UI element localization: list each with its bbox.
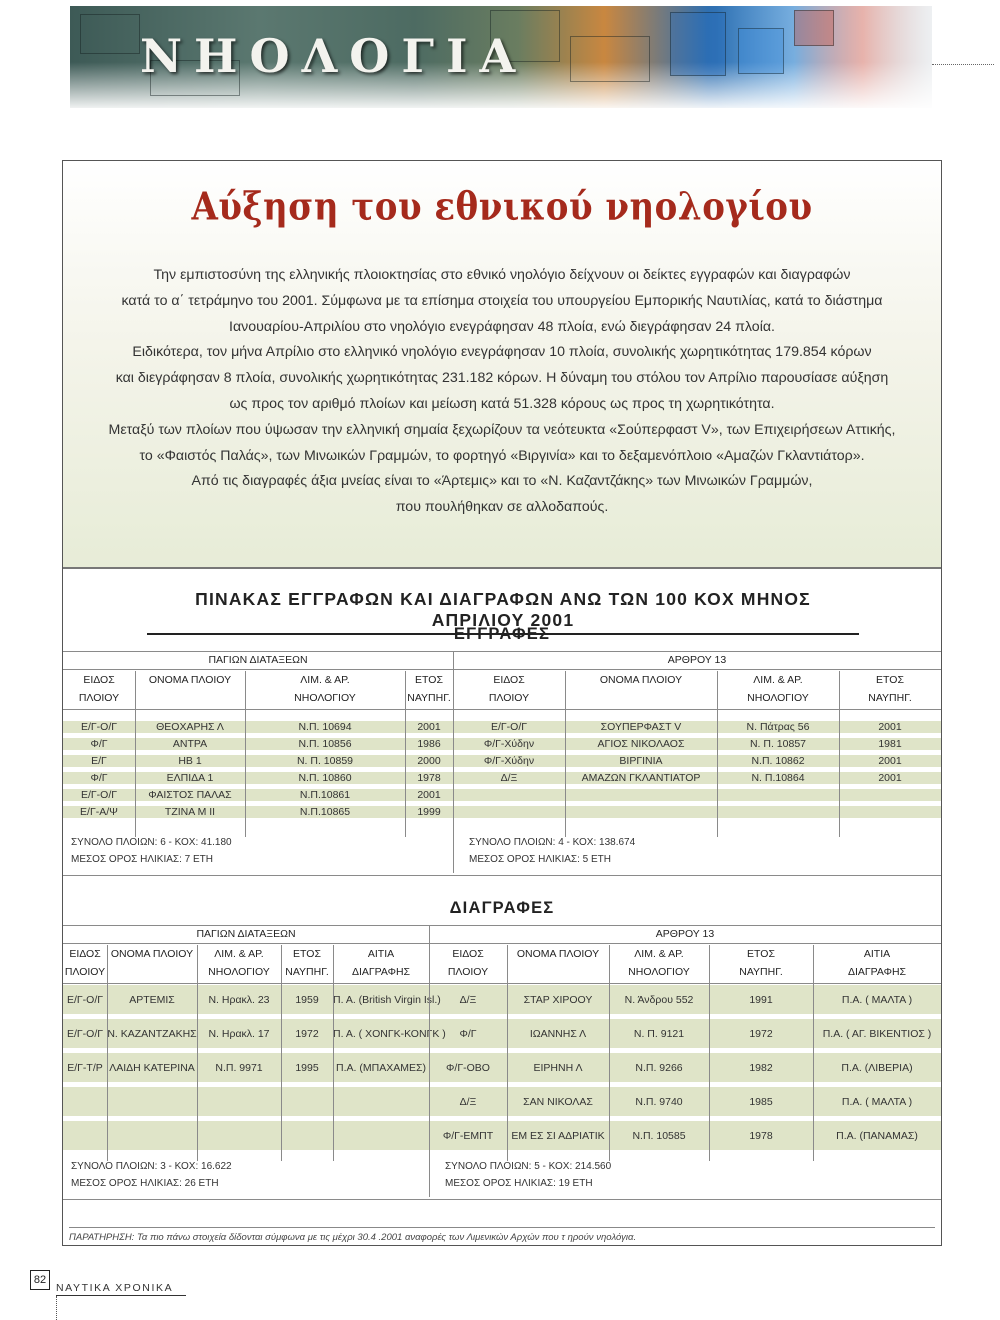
column-header-sub: ΔΙΑΓΡΑΦΗΣ	[351, 966, 411, 978]
column-divider	[717, 671, 718, 837]
table-cell: 1959	[295, 994, 319, 1006]
article-line: Την εμπιστοσύνη της ελληνικής πλοιοκτησίας στο εθνικό νηολόγιο δείχνουν οι δείκτες εγγραφών και διαγραφών	[153, 267, 851, 283]
column-divider	[565, 671, 566, 837]
table-cell: ΣΟΥΠΕΡΦΑΣΤ V	[600, 721, 682, 733]
article-line: που πουλήθηκαν σε αλλοδαπούς.	[395, 499, 609, 516]
column-divider	[197, 945, 198, 1161]
table-cell	[107, 1119, 197, 1153]
table-title: ΠΙΝΑΚΑΣ ΕΓΓΡΑΦΩΝ ΚΑΙ ΔΙΑΓΡΑΦΩΝ ΑΝΩ ΤΩΝ 100 ΚΟΧ ΜΗΝΟΣ ΑΠΡΙΛΙΟΥ 2001	[147, 589, 859, 635]
table-cell	[333, 1085, 429, 1119]
column-divider	[333, 945, 334, 1161]
column-header: ΟΝΟΜΑ ΠΛΟΙΟΥ	[516, 948, 600, 960]
table-cell	[839, 804, 941, 821]
column-header: ΕΙΔΟΣ	[69, 948, 101, 960]
column-header: ΛΙΜ. & ΑΡ.	[214, 948, 264, 960]
table-cell: Ε/Γ	[91, 755, 107, 767]
column-divider	[245, 671, 246, 837]
table-cell: 1972	[295, 1028, 319, 1040]
table-cell: ΦΑΙΣΤΟΣ ΠΑΛΑΣ	[148, 789, 232, 801]
table-cell: ΛΑΙΔΗ ΚΑΤΕΡΙΝΑ	[109, 1062, 195, 1074]
table-cell: Ε/Γ-Ο/Γ	[66, 1028, 104, 1040]
column-header: ΟΝΟΜΑ ΠΛΟΙΟΥ	[110, 948, 194, 960]
table-cell: Π.Α. ( ΜΑΛΤΑ )	[841, 994, 913, 1006]
table-cell: Ε/Γ-Ο/Γ	[80, 721, 118, 733]
column-header: ΕΤΟΣ	[747, 948, 775, 960]
table-cell: 1978	[749, 1130, 773, 1142]
table-cell	[717, 787, 839, 804]
table-cell: 1972	[749, 1028, 773, 1040]
column-header-sub: ΠΛΟΙΟΥ	[447, 966, 489, 978]
column-divider	[107, 945, 108, 1161]
table-cell: Ν. ΚΑΖΑΝΤΖΑΚΗΣ	[107, 1028, 197, 1040]
table-cell: Ν. Ηρακλ. 23	[208, 994, 270, 1006]
table-cell: 2001	[417, 721, 441, 733]
table-cell: Ε/Γ-Α/Ψ	[80, 806, 118, 818]
page-number: 82	[30, 1270, 50, 1290]
column-header-sub: ΠΛΟΙΟΥ	[488, 692, 530, 704]
column-header: ΕΙΔΟΣ	[452, 948, 484, 960]
column-header: ΛΙΜ. & ΑΡ.	[634, 948, 684, 960]
table-cell: Δ/Ξ	[459, 994, 477, 1006]
table-cell: Δ/Ξ	[500, 772, 518, 784]
group-header-right: ΑΡΘΡΟΥ 13	[667, 654, 727, 666]
footer-dots	[56, 1296, 57, 1320]
group-header-left: ΠΑΓΙΩΝ ΔΙΑΤΑΞΕΩΝ	[196, 928, 296, 940]
footnote: ΠΑΡΑΤΗΡΗΣΗ: Τα πιο πάνω στοιχεία δίδονται σύμφωνα με τις μέχρι 30.4 .2001 αναφορές των Λιμενικών Αρχών που τ ηρούν νηολόγια.	[69, 1227, 935, 1243]
group-header-rule	[63, 943, 941, 944]
table-cell: ΑΝΤΡΑ	[172, 738, 208, 750]
table-cell: 2000	[417, 755, 441, 767]
table-cell: Ν.Π. 9266	[635, 1062, 683, 1074]
group-header-rule	[63, 669, 941, 670]
table-cell: Ε/Γ-Ο/Γ	[80, 789, 118, 801]
column-divider	[281, 945, 282, 1161]
average-age-right: ΜΕΣΟΣ ΟΡΟΣ ΗΛΙΚΙΑΣ: 19 ΕΤΗ	[445, 1178, 593, 1189]
table-cell	[281, 1085, 333, 1119]
table-cell: 2001	[878, 721, 902, 733]
table-cell: Π.Α. ( ΑΓ. ΒΙΚΕΝΤΙΟΣ )	[822, 1028, 932, 1040]
table-cell	[197, 1119, 281, 1153]
table-cell: Ν. Π. 10857	[749, 738, 807, 750]
column-header-sub	[507, 963, 609, 981]
table-cell: Φ/Γ	[90, 772, 108, 784]
table-cell	[839, 787, 941, 804]
table-cell	[453, 804, 565, 821]
summary-right: ΣΥΝΟΛΟ ΠΛΟΙΩΝ: 5 - ΚΟΧ: 214.560	[445, 1161, 612, 1172]
table-cell: Π. Α. ( ΧΟΝΓΚ-ΚΟΝΓΚ )	[333, 1028, 446, 1040]
column-header: ΕΤΟΣ	[293, 948, 321, 960]
table-cell: Ε/Γ-Ο/Γ	[490, 721, 528, 733]
column-header-rule	[63, 709, 941, 710]
column-header: ΛΙΜ. & ΑΡ.	[300, 674, 350, 686]
table-cell	[63, 1085, 107, 1119]
table-cell: 2001	[417, 789, 441, 801]
registrations-title: ΕΓΓΡΑΦΕΣ	[453, 625, 551, 643]
column-divider	[609, 945, 610, 1161]
section-title: ΝΗΟΛΟΓΙΑ	[140, 29, 528, 83]
column-header: ΕΤΟΣ	[415, 674, 443, 686]
column-header: ΑΙΤΙΑ	[367, 948, 395, 960]
column-header: ΛΙΜ. & ΑΡ.	[753, 674, 803, 686]
column-header-sub: ΝΑΥΠΗΓ.	[739, 966, 783, 978]
table-cell: Ν. Πάτρας 56	[746, 721, 810, 733]
table-cell: Π. Α. (British Virgin Isl.)	[333, 994, 441, 1006]
average-age-right: ΜΕΣΟΣ ΟΡΟΣ ΗΛΙΚΙΑΣ: 5 ΕΤΗ	[469, 854, 611, 865]
table-cell: Φ/Γ-Χύδην	[483, 738, 535, 750]
table-cell: ΘΕΟΧΑΡΗΣ Λ	[156, 721, 224, 733]
column-header: ΕΙΔΟΣ	[83, 674, 115, 686]
table-cell: Π.Α. (ΛΙΒΕΡΙΑ)	[841, 1062, 913, 1074]
article-box	[63, 161, 941, 569]
table-cell: Ν.Π. 10862	[751, 755, 805, 767]
table-cell: Ν. Ηρακλ. 17	[208, 1028, 270, 1040]
table-cell: 1995	[295, 1062, 319, 1074]
table-cell: ΑΡΤΕΜΙΣ	[129, 994, 175, 1006]
table-cell: 2001	[878, 755, 902, 767]
table-cell	[197, 1085, 281, 1119]
table-cell: Π.Α. (ΠΑΝΑΜΑΣ)	[836, 1130, 918, 1142]
column-header: ΟΝΟΜΑ ΠΛΟΙΟΥ	[599, 674, 683, 686]
summary-right: ΣΥΝΟΛΟ ΠΛΟΙΩΝ: 4 - ΚΟΧ: 138.674	[469, 837, 636, 848]
table-cell: Φ/Γ-ΕΜΠΤ	[442, 1130, 494, 1142]
deletions-title: ΔΙΑΓΡΑΦΕΣ	[449, 899, 555, 917]
table-cell: 1985	[749, 1096, 773, 1108]
column-header-sub	[107, 963, 197, 981]
table-cell: Ν.Π. 10694	[298, 721, 352, 733]
article-line: ως προς τον αριθμό πλοίων και μείωση κατά 51.328 κόρους ως προς τη χωρητικότητα.	[229, 395, 775, 412]
table-cell: Ν.Π. 9740	[635, 1096, 683, 1108]
table-cell: Φ/Γ	[459, 1028, 477, 1040]
group-header-right: ΑΡΘΡΟΥ 13	[655, 928, 715, 940]
table-cell: 1978	[417, 772, 441, 784]
table-cell: Δ/Ξ	[459, 1096, 477, 1108]
column-header-sub	[135, 689, 245, 707]
table-cell: Ν. Π.10864	[751, 772, 805, 784]
table-cell: ΙΩΑΝΝΗΣ Λ	[529, 1028, 587, 1040]
table-cell: ΕΙΡΗΝΗ Λ	[533, 1062, 583, 1074]
average-age-left: ΜΕΣΟΣ ΟΡΟΣ ΗΛΙΚΙΑΣ: 26 ΕΤΗ	[71, 1178, 219, 1189]
table-cell: Ν. Π. 9121	[633, 1028, 685, 1040]
table-cell: ΕΜ ΕΣ ΣΙ ΑΔΡΙΑΤΙΚ	[511, 1130, 605, 1142]
column-header-sub: ΝΑΥΠΗΓ.	[407, 692, 451, 704]
table-cell	[565, 804, 717, 821]
table-cell: Π.Α. ( ΜΑΛΤΑ )	[841, 1096, 913, 1108]
table-cell	[453, 787, 565, 804]
table-cell: Ε/Γ-Ο/Γ	[66, 994, 104, 1006]
table-cell	[565, 787, 717, 804]
column-divider	[405, 671, 406, 837]
table-cell: Φ/Γ-ΟΒΟ	[446, 1062, 490, 1074]
table-cell: ΑΜΑΖΩΝ ΓΚΛΑΝΤΙΑΤΟΡ	[581, 772, 701, 784]
column-header-sub: ΝΗΟΛΟΓΙΟΥ	[294, 692, 356, 704]
column-header: ΕΤΟΣ	[876, 674, 904, 686]
content-frame	[62, 160, 942, 1246]
table-cell: 2001	[878, 772, 902, 784]
table-cell: ΒΙΡΓΙΝΙΑ	[619, 755, 663, 767]
footer-rule	[56, 1295, 186, 1296]
table-bottom-rule	[63, 875, 941, 876]
column-header-sub: ΝΗΟΛΟΓΙΟΥ	[747, 692, 809, 704]
table-cell: Ν. Π. 10859	[296, 755, 354, 767]
summary-left: ΣΥΝΟΛΟ ΠΛΟΙΩΝ: 3 - ΚΟΧ: 16.622	[71, 1161, 232, 1172]
table-cell: ΤΖΙΝΑ Μ ΙΙ	[164, 806, 216, 818]
table-cell: Ν.Π.10861	[299, 789, 351, 801]
article-line: Ειδικότερα, τον μήνα Απρίλιο στο ελληνικό νηολόγιο ενεγράφησαν 10 πλοία, συνολικής χωρητικότητας 179.854 κόρων	[132, 344, 872, 361]
table-cell	[333, 1119, 429, 1153]
article-line: και διεγράφησαν 8 πλοία, συνολικής χωρητικότητας 231.182 κόρων. Η δύναμη του στόλου τον Απρίλιο παρουσίασε αύξηση	[115, 370, 889, 387]
article-line: Από τις διαγραφές άξια μνείας είναι το «Άρτεμις» και το «Ν. Καζαντζάκης» των Μινωικών Γραμμών,	[191, 473, 813, 490]
table-cell: Ν.Π. 10585	[632, 1130, 686, 1142]
table-cell: Ν.Π. 9971	[215, 1062, 263, 1074]
column-divider	[839, 671, 840, 837]
magazine-name: ΝΑΥΤΙΚΑ ΧΡΟΝΙΚΑ	[56, 1282, 174, 1294]
header-banner	[70, 6, 932, 108]
table-cell: 1986	[417, 738, 441, 750]
banner-rule	[932, 64, 994, 65]
column-header-sub	[565, 689, 717, 707]
article-line: το «Φαιστός Παλάς», των Μινωικών Γραμμών, το φορτηγό «Βιργινία» και το δεξαμενόπλοιο «Αμαζών Γκλαντιάτορ».	[139, 447, 865, 464]
table-cell	[717, 804, 839, 821]
group-header-left: ΠΑΓΙΩΝ ΔΙΑΤΑΞΕΩΝ	[208, 654, 308, 666]
group-divider	[453, 651, 454, 873]
table-cell: Φ/Γ-Χύδην	[483, 755, 535, 767]
table-cell: Ν.Π. 10860	[298, 772, 352, 784]
column-header-sub: ΝΗΟΛΟΓΙΟΥ	[628, 966, 690, 978]
table-cell: Ν.Π.10865	[299, 806, 351, 818]
deletions-table	[63, 925, 941, 1225]
group-divider	[429, 925, 430, 1197]
column-header-sub: ΝΗΟΛΟΓΙΟΥ	[208, 966, 270, 978]
table-cell: Ν.Π. 10856	[298, 738, 352, 750]
table-cell: 1981	[878, 738, 902, 750]
summary-left: ΣΥΝΟΛΟ ΠΛΟΙΩΝ: 6 - ΚΟΧ: 41.180	[71, 837, 232, 848]
article-body	[87, 263, 917, 521]
column-header-sub: ΠΛΟΙΟΥ	[78, 692, 120, 704]
table-cell: 1991	[749, 994, 773, 1006]
table-cell: ΗΒ 1	[178, 755, 202, 767]
table-cell: 1982	[749, 1062, 773, 1074]
table-cell	[281, 1119, 333, 1153]
article-line: κατά το α΄ τετράμηνο του 2001. Σύμφωνα με τα επίσημα στοιχεία του υπουργείου Εμπορικής Ναυτιλίας, κατά το διάστημα	[121, 292, 883, 309]
column-divider	[507, 945, 508, 1161]
article-title: Αύξηση του εθνικού νηολογίου	[191, 184, 813, 230]
registrations-table	[63, 651, 941, 889]
column-header-sub: ΝΑΥΠΗΓ.	[868, 692, 912, 704]
column-header-sub: ΝΑΥΠΗΓ.	[285, 966, 329, 978]
table-cell: Π.Α. (ΜΠΑΧΑΜΕΣ)	[336, 1062, 426, 1074]
table-cell: Ν. Άνδρου 552	[624, 994, 694, 1006]
table-cell: ΣΤΑΡ ΧΙΡΟΟΥ	[523, 994, 593, 1006]
article-line: Μεταξύ των πλοίων που ύψωσαν την ελληνική σημαία ξεχωρίζουν τα νεότευκτα «Σούπερφαστ V», των Επιχειρήσεων Αττικής,	[108, 421, 896, 438]
table-cell: 1999	[417, 806, 441, 818]
table-cell: ΑΓΙΟΣ ΝΙΚΟΛΑΟΣ	[597, 738, 685, 750]
average-age-left: ΜΕΣΟΣ ΟΡΟΣ ΗΛΙΚΙΑΣ: 7 ΕΤΗ	[71, 854, 213, 865]
table-cell	[107, 1085, 197, 1119]
column-header: ΟΝΟΜΑ ΠΛΟΙΟΥ	[148, 674, 232, 686]
column-header: ΑΙΤΙΑ	[863, 948, 891, 960]
column-header: ΕΙΔΟΣ	[493, 674, 525, 686]
table-cell: Φ/Γ	[90, 738, 108, 750]
table-bottom-rule	[63, 1199, 941, 1200]
column-divider	[709, 945, 710, 1161]
table-cell	[63, 1119, 107, 1153]
article-line: Ιανουαρίου-Απριλίου στο νηολόγιο ενεγράφησαν 48 πλοία, ενώ διεγράφησαν 24 πλοία.	[229, 318, 775, 335]
column-header-sub: ΠΛΟΙΟΥ	[64, 966, 106, 978]
tables-area	[63, 569, 941, 1245]
table-cell: ΕΛΠΙΔΑ 1	[166, 772, 214, 784]
column-divider	[135, 671, 136, 837]
column-header-sub: ΔΙΑΓΡΑΦΗΣ	[847, 966, 907, 978]
column-divider	[813, 945, 814, 1161]
table-cell: ΣΑΝ ΝΙΚΟΛΑΣ	[523, 1096, 593, 1108]
table-cell: Ε/Γ-Τ/Ρ	[67, 1062, 103, 1074]
